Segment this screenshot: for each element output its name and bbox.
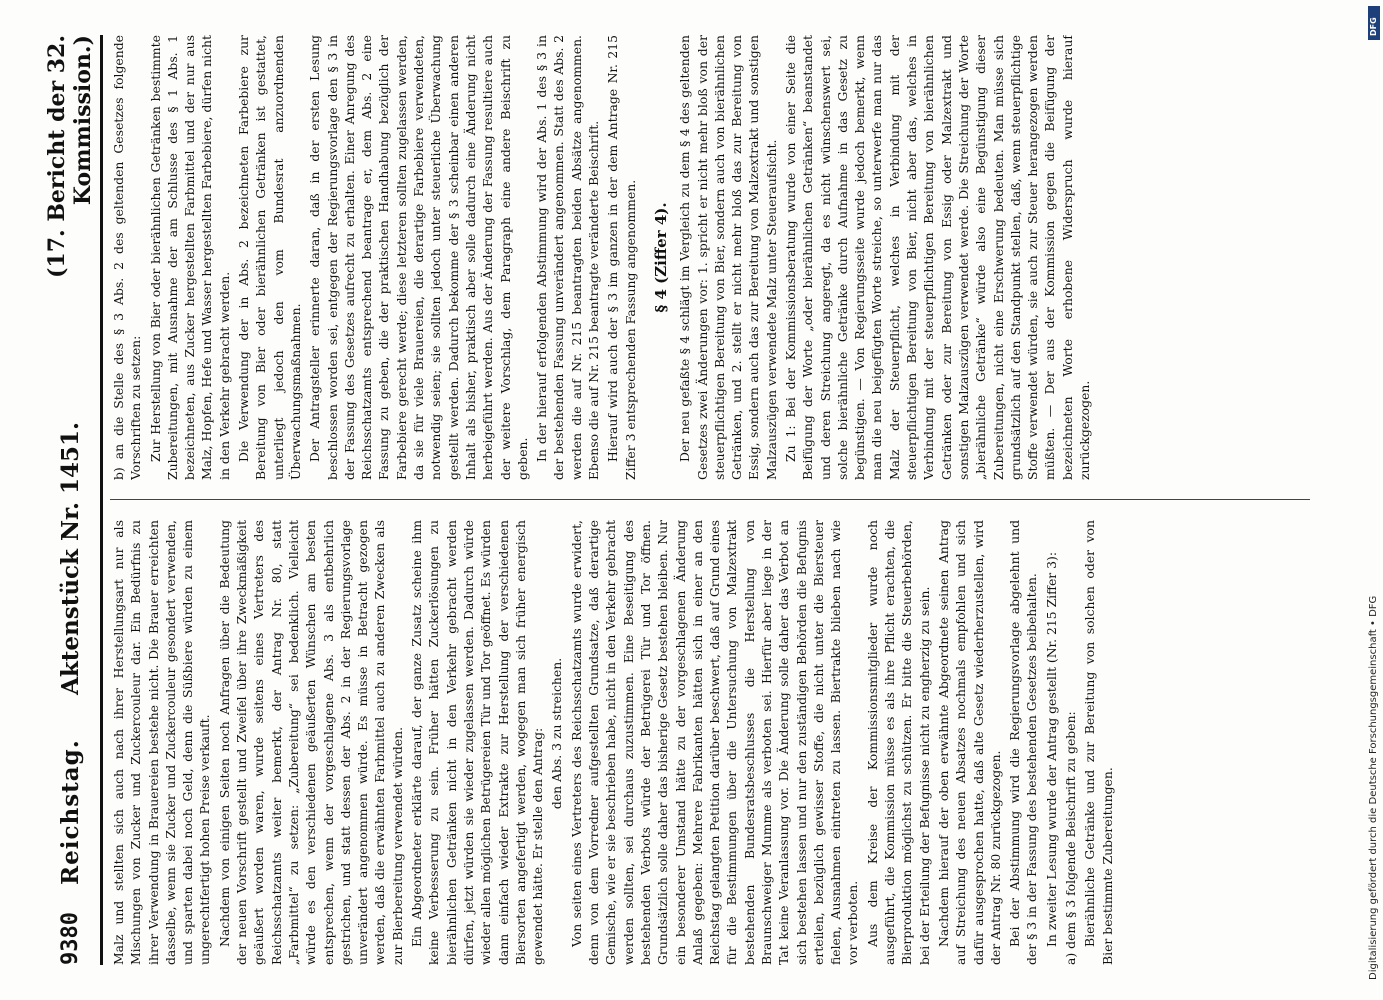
paragraph: den Abs. 3 zu streichen.: [549, 657, 565, 810]
paragraph: Hierauf wird auch der § 3 im ganzen in der dem Antrage Nr. 215 Ziffer 3 entsprechenden Fassung angenommen.: [605, 35, 638, 480]
paragraph: Der neu gefaßte § 4 schlägt im Vergleich zu dem § 4 des geltenden Gesetzes zwei Änderungen vor: 1. spricht er nicht mehr bloß von der steuerpflichtigen Bereitung von Bier, sondern auch von bierähnlichen Getränken, und 2. stellt er nicht mehr bloß das zur Bereitung von Essig, sondern auch das zur Bereitung von Malzextrakt und sonstigen Malzauszügen verwendete Malz unter Steueraufsicht.: [677, 35, 779, 480]
paragraph: Die Verwendung der in Abs. 2 bezeichneten Farbebiere zur Bereitung von Bier oder bierähnlichen Getränken ist gestattet, unterliegt jedoch den vom Bundesrat anzuordnenden Überwachungsmaßnahmen.: [236, 35, 303, 480]
paragraph: Nachdem von einigen Seiten noch Anfragen über die Bedeutung der neuen Vorschrift gestellt und Zweifel über ihre Zweckmäßigkeit geäußert worden waren, wurde seitens eines Vertreters des Reichsschatzamts weiter bemerkt, der Antrag Nr. 80, statt „Farbmittel“ zu setzen: „Zubereitung“ sei bedenklich. Vielleicht würde es den verschiedenen geäußerten Wünschen am besten entsprechen, wenn der vorgeschlagene Abs. 3 als entbehrlich gestrichen, und statt dessen der Abs. 2 in der Regierungsvorlage unverändert angenommen würde. Es müsse in Betracht gezogen werden, daß die erwähnten Farbmittel auch zu anderen Zwecken als zur Bierbereitung verwendet würden.: [216, 520, 405, 965]
paragraph: Nachdem hierauf der oben erwähnte Abgeordnete seinen Antrag auf Streichung des neuen Absatzes nochmals empfohlen und sich dafür ausgesprochen hatte, daß alte Gesetz wiederherzustellen, wird der Antrag Nr. 80 zurückgezogen.: [935, 520, 1003, 965]
section-heading: § 4 (Ziffer 4).: [651, 202, 670, 313]
paragraph: Zur Herstellung von Bier oder bierähnlichen Getränken bestimmte Zubereitungen, mit Ausnahme der am Schlusse des § 1 Abs. 1 bezeichneten, aus Zucker hergestellten Farbmittel und der nur aus Malz, Hopfen, Hefe und Wasser hergestellten Farbebiere, dürfen nicht in den Verkehr gebracht werden.: [147, 35, 232, 480]
column-divider: [110, 499, 1310, 500]
paragraph: a) dem § 3 folgende Beischrift zu geben:: [1063, 711, 1079, 965]
page-number: 9380: [57, 912, 83, 965]
paragraph: In zweiter Lesung wurde der Antrag gestellt (Nr. 215 Ziffer 3):: [1043, 551, 1059, 947]
paragraph: b) an die Stelle des § 3 Abs. 2 des geltenden Gesetzes folgende Vorschriften zu setzen:: [111, 35, 144, 480]
dfg-logo: DFG: [1368, 6, 1380, 40]
paragraph: Zu 1: Bei der Kommissionsberatung wurde von einer Seite die Beifügung der Worte „oder bierähnlichen Getränken“ beanstandet und deren Streichung angeregt, da es nicht wünschenswert sei, solche bierähnliche Getränke durch Aufnahme in das Gesetz zu begünstigen. — Von Regierungsseite wurde jedoch bemerkt, wenn man die neu beigefügten Worte streiche, so unterwerfe man nur das Malz der Steuerpflicht, welches in Verbindung mit der steuerpflichtigen Bereitung von Bier, nicht aber das, welches in Verbindung mit der steuerpflichtigen Bereitung von bierähnlichen Getränken oder zur Bereitung von Essig oder Malzextrakt und sonstigen Malzauszügen verwendet werde. Die Streichung der Worte „bierähnliche Getränke“ würde also eine Begünstigung dieser Zubereitungen, nicht eine Erschwerung bedeuten. Man müsse sich grundsätzlich auf den Standpunkt stellen, daß, wenn steuerpflichtige Stoffe verwendet würden, sie auch zur Steuer herangezogen werden müßten. — Der aus der Kommission gegen die Beifügung der bezeichneten Worte erhobene Widerspruch wurde hierauf zurückgezogen.: [782, 35, 1093, 480]
paragraph: Bei der Abstimmung wird die Regierungsvorlage abgelehnt und der § 3 in der Fassung des bestehenden Gesetzes beibehalten.: [1007, 520, 1040, 965]
paragraph: Aus dem Kreise der Kommissionsmitglieder wurde noch ausgeführt, die Kommission müsse es als ihre Pflicht erachten, die Bierproduktion möglichst zu schützen. Er bitte die Steuerbehörden, bei der Erteilung der Befugnisse nicht zu engherzig zu sein.: [864, 520, 932, 965]
paragraph: Bierähnliche Getränke und zur Bereitung von solchen oder von Bier bestimmte Zubereitungen.: [1082, 520, 1115, 965]
header-reichstag: Reichstag.: [56, 739, 84, 885]
paragraph: In der hierauf erfolgenden Abstimmung wird der Abs. 1 des § 3 in der bestehenden Fassung unverändert angenommen. Statt des Abs. 2 werden die auf Nr. 215 beantragten beiden Absätze angenommen. Ebenso die auf Nr. 215 beantragte veränderte Beischrift.: [534, 35, 602, 480]
left-column: [110, 520, 1320, 965]
digitization-credit: Digitalisierung gefördert durch die Deutsche Forschungsgemeinschaft • DFG: [1368, 595, 1379, 980]
paragraph: Der Antragsteller erinnerte daran, daß in der ersten Lesung beschlossen worden sei, entgegen der Regierungsvorlage den § 3 in der Fassung des Gesetzes aufrecht zu erhalten. Einer Anregung des Reichsschatzamts entsprechend beantrage er, dem Abs. 2 eine Fassung zu geben, die der praktischen Handhabung bezüglich der Farbebiere gerecht werde; diese letzteren sollten zugelassen werden, da sie für viele Brauereien, die derartige Farbebiere verwendeten, notwendig seien; sie sollten jedoch unter steuerliche Überwachung gestellt werden. Dadurch bekomme der § 3 scheinbar einen anderen Inhalt als bisher, praktisch aber solle dadurch eine Änderung nicht herbeigeführt werden. Aus der Änderung der Fassung resultiere auch der weitere Vorschlag, dem Paragraph eine andere Beischrift zu geben.: [307, 35, 530, 480]
paragraph: Von seiten eines Vertreters des Reichsschatzamts wurde erwidert, denn von dem Vorredner aufgestellten Grundsatze, daß derartige Gemische, wie er sie beschrieben habe, nicht in den Verkehr gebracht werden sollten, sei durchaus zuzustimmen. Eine Beseitigung des bestehenden Verbots würde der Betrügerei Tür und Tor öffnen. Grundsätzlich solle daher das bisherige Gesetz bestehen bleiben. Nur ein besonderer Umstand hätte zu der vorgeschlagenen Änderung Anlaß gegeben: Mehrere Fabrikanten hätten sich in einer an den Reichstag gelangten Petition darüber beschwert, daß auf Grund eines für die Bestimmungen über die Untersuchung von Malzextrakt bestehenden Bundesratsbeschlusses die Herstellung von Braunschweiger Mumme als verboten sei. Hierfür aber liege in der Tat keine Veranlassung vor. Die Änderung solle daher das Verbot an sich bestehen lassen und nur den zuständigen Behörden die Befugnis erteilen, bezüglich gewisser Stoffe, die nicht unter die Biersteuer fielen, Ausnahmen eintreten zu lassen. Biertrakte blieben nach wie vor verboten.: [568, 520, 861, 965]
paragraph: Malz und stellten sich auch nach ihrer Herstellungsart nur als Mischungen von Zucker und Zuckercouleur dar. Ein Bedürfnis zu ihrer Verwendung in Brauereien bestehe nicht. Die Brauer erreichten dasselbe, wenn sie Zucker und Zuckercouleur gesondert verwenden, und sparten dabei noch Geld, denn die Süßbiere würden zu einem ungerechtfertigt hohen Preise verkauft.: [111, 520, 213, 965]
header-report-title: (17. Bericht der 32. Kommission.): [44, 35, 96, 278]
right-column: [110, 35, 1320, 480]
rotated-page-content: [40, 35, 1330, 965]
page-header: [40, 35, 103, 965]
header-aktenstueck: Aktenstück Nr. 1451.: [56, 421, 84, 695]
paragraph: Ein Abgeordneter erklärte darauf, der ganze Zusatz scheine ihm keine Verbesserung zu sein. Früher hätten Zuckerlösungen zu bierähnlichen Getränken nicht in den Verkehr gebracht werden dürfen, jetzt würden sie wieder zugelassen werden. Dadurch würde wieder allen möglichen Betrügereien Tür und Tor geöffnet. Es würden dann einfach wieder Extrakte zur Herstellung der verschiedenen Biersorten angefertigt werden, wogegen man sich früher energisch gewendet hätte. Er stelle den Antrag:: [409, 520, 546, 965]
